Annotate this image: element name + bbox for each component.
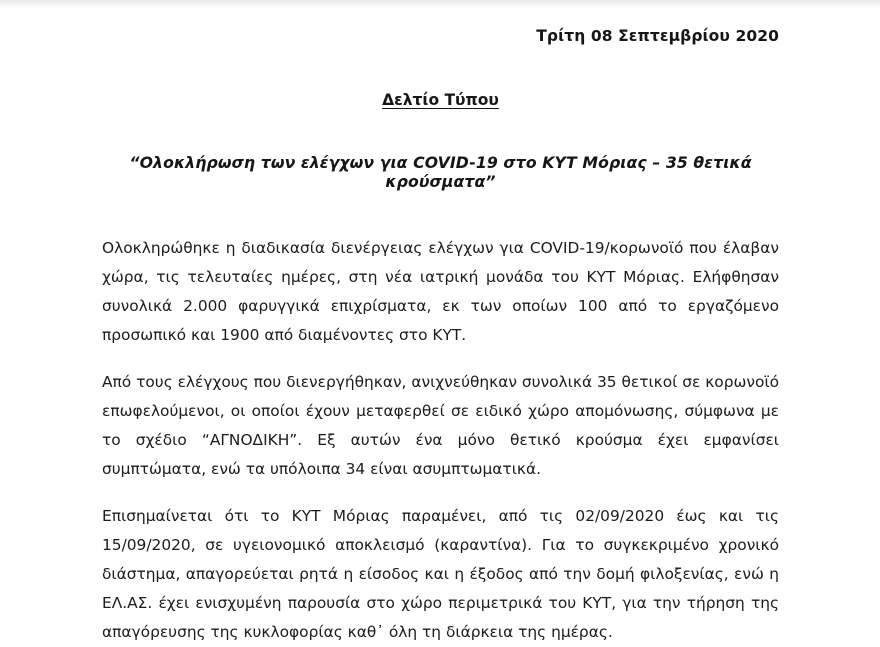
document-headline: “Ολοκλήρωση των ελέγχων για COVID-19 στο ΚΥΤ Μόριας – 35 θετικά κρούσματα” bbox=[129, 153, 752, 191]
body-paragraph-3: Επισημαίνεται ότι το ΚΥΤ Μόριας παραμένει, από τις 02/09/2020 έως και τις 15/09/2020, σε υγειονομικό αποκλεισμό (καραντίνα). Για το συγκεκριμένο χρονικό διάστημα, απαγορεύεται ρητά η είσοδος και η έξοδος από την δομή φιλοξενίας, ενώ η ΕΛ.ΑΣ. έχει ενισχυμένη παρουσία στο χώρο περιμετρικά του ΚΥΤ, για την τήρηση της απαγόρευσης της κυκλοφορίας καθ᾽ όλη τη διάρκεια της ημέρας. bbox=[102, 507, 779, 641]
press-release-label bbox=[102, 45, 779, 109]
body-paragraph-1: Ολοκληρώθηκε η διαδικασία διενέργειας ελέγχων για COVID-19/κορωνοϊό που έλαβαν χώρα, τις τελευταίες ημέρες, στη νέα ιατρική μονάδα του ΚΥΤ Μόριας. Ελήφθησαν συνολικά 2.000 φαρυγγικά επιχρίσματα, εκ των οποίων 100 από το εργαζόμενο προσωπικό και 1900 από διαμένοντες στο ΚΥΤ. bbox=[102, 239, 779, 344]
press-release-label-text: Δελτίο Τύπου bbox=[382, 91, 499, 109]
body-paragraph-2: Από τους ελέγχους που διενεργήθηκαν, ανιχνεύθηκαν συνολικά 35 θετικοί σε κορωνοϊό επωφελούμενοι, οι οποίοι έχουν μεταφερθεί σε ειδικό χώρο απομόνωσης, σύμφωνα με το σχέδιο “ΑΓΝΟΔΙΚΗ”. Εξ αυτών ένα μόνο θετικό κρούσμα έχει εμφανίσει συμπτώματα, ενώ τα υπόλοιπα 34 είναι ασυμπτωματικά. bbox=[102, 373, 780, 478]
document-date: Τρίτη 08 Σεπτεμβρίου 2020 bbox=[536, 27, 779, 45]
document-body bbox=[102, 191, 779, 647]
document-content-column bbox=[102, 0, 779, 647]
